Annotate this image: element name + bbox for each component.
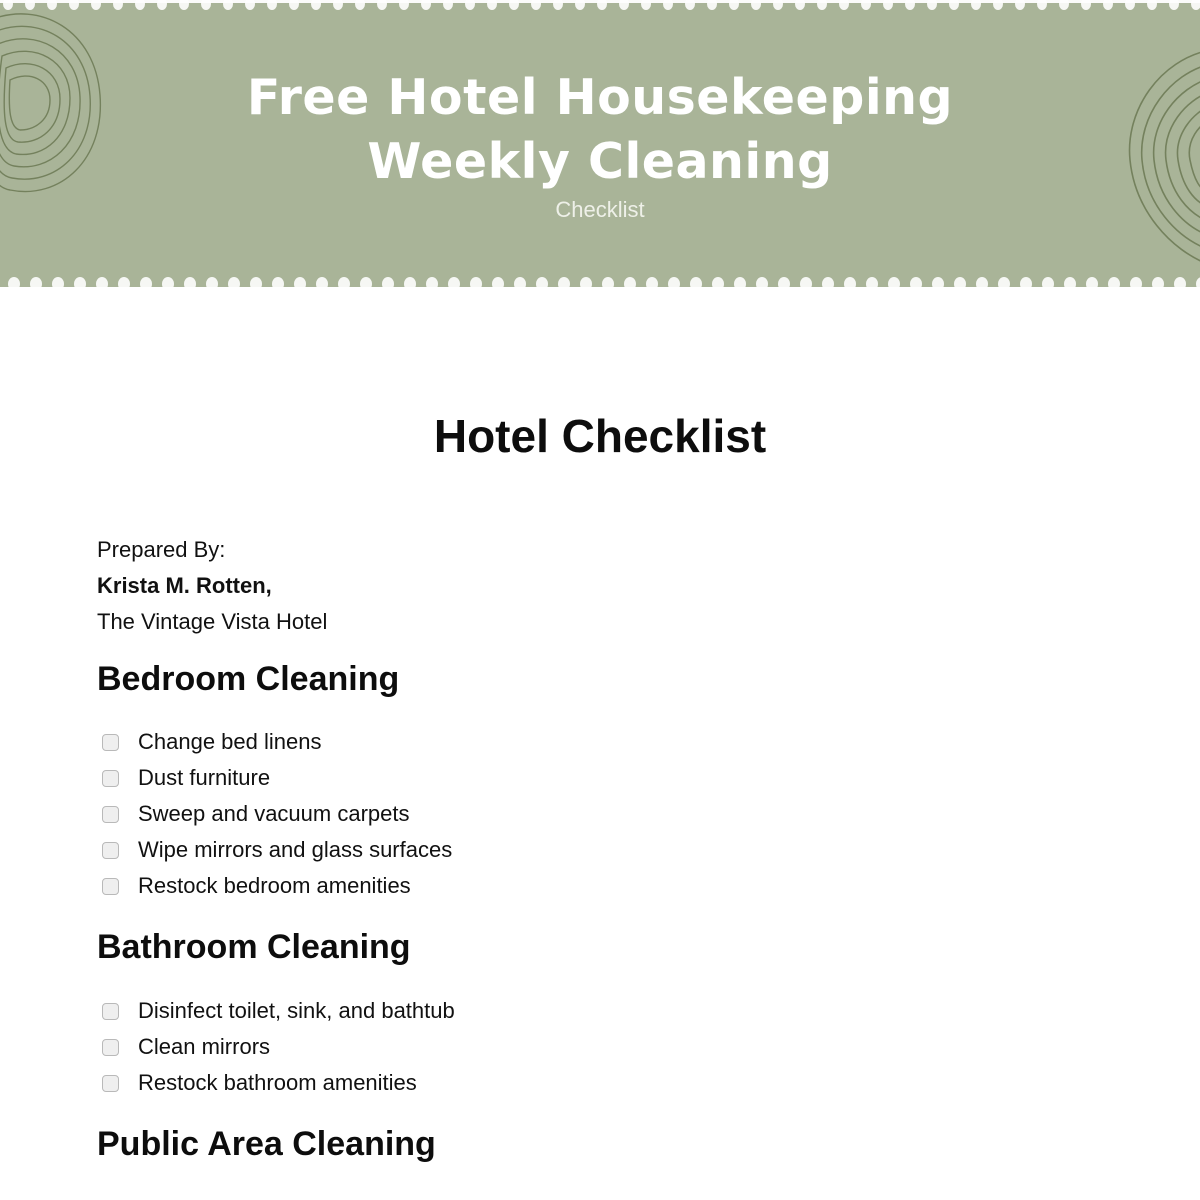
border-dot <box>399 0 409 10</box>
border-dot <box>1152 277 1164 291</box>
section-heading: Bathroom Cleaning <box>97 928 411 966</box>
preparer-name: Krista M. Rotten, <box>97 573 272 598</box>
banner-subtitle: Checklist <box>555 197 645 222</box>
border-dot <box>223 0 233 10</box>
border-dot <box>426 277 438 291</box>
border-dot <box>1191 0 1200 10</box>
border-dot <box>883 0 893 10</box>
section-bedroom-cleaning <box>97 659 452 904</box>
border-dot <box>355 0 365 10</box>
border-dot <box>91 0 101 10</box>
border-dot <box>756 277 768 291</box>
border-dot <box>646 277 658 291</box>
checklist-item <box>97 832 452 868</box>
border-dot <box>30 277 42 291</box>
checklist-item-label: Dust furniture <box>138 765 271 790</box>
border-dot <box>641 0 651 10</box>
border-dot <box>888 277 900 291</box>
border-dot <box>509 0 519 10</box>
border-dot <box>140 277 152 291</box>
banner-title-line-2: Weekly Cleaning <box>367 133 833 190</box>
border-dot <box>69 0 79 10</box>
banner-title <box>0 66 1200 194</box>
border-dot <box>3 0 13 10</box>
checkbox[interactable] <box>102 1075 119 1092</box>
banner-title-line-1: Free Hotel Housekeeping <box>246 69 954 126</box>
checklist-item-label: Disinfect toilet, sink, and bathtub <box>138 998 455 1023</box>
bottom-dotted-border <box>0 287 1200 292</box>
border-dot <box>1174 277 1186 291</box>
border-dot <box>514 277 526 291</box>
border-dot <box>597 0 607 10</box>
border-dot <box>1086 277 1098 291</box>
border-dot <box>1147 0 1157 10</box>
border-dot <box>1059 0 1069 10</box>
border-dot <box>976 277 988 291</box>
checklist-item-label: Wipe mirrors and glass surfaces <box>138 837 453 862</box>
border-dot <box>822 277 834 291</box>
border-dot <box>338 277 350 291</box>
border-dot <box>135 0 145 10</box>
border-dot <box>74 277 86 291</box>
hotel-name: The Vintage Vista Hotel <box>97 609 328 634</box>
border-dot <box>206 277 218 291</box>
border-dot <box>1020 277 1032 291</box>
checkbox[interactable] <box>102 734 119 751</box>
section-bathroom-cleaning <box>97 927 455 1101</box>
border-dot <box>866 277 878 291</box>
border-dot <box>421 0 431 10</box>
header-banner <box>0 0 1200 292</box>
border-dot <box>668 277 680 291</box>
border-dot <box>751 0 761 10</box>
checkbox[interactable] <box>102 1003 119 1020</box>
border-dot <box>201 0 211 10</box>
border-dot <box>558 277 570 291</box>
border-dot <box>536 277 548 291</box>
border-dot <box>162 277 174 291</box>
border-dot <box>531 0 541 10</box>
border-dot <box>1125 0 1135 10</box>
border-dot <box>184 277 196 291</box>
section-public-area-cleaning <box>97 1124 436 1164</box>
border-dot <box>245 0 255 10</box>
border-dot <box>663 0 673 10</box>
border-dot <box>602 277 614 291</box>
border-dot <box>795 0 805 10</box>
checklist-item-label: Restock bedroom amenities <box>138 873 411 898</box>
border-dot <box>492 277 504 291</box>
border-dot <box>443 0 453 10</box>
section-heading: Bedroom Cleaning <box>97 660 400 698</box>
border-dot <box>971 0 981 10</box>
border-dot <box>465 0 475 10</box>
border-dot <box>817 0 827 10</box>
border-dot <box>1042 277 1054 291</box>
border-dot <box>624 277 636 291</box>
checklist-item-label: Sweep and vacuum carpets <box>138 801 410 826</box>
border-dot <box>1108 277 1120 291</box>
border-dot <box>113 0 123 10</box>
border-dot <box>729 0 739 10</box>
checkbox[interactable] <box>102 842 119 859</box>
border-dot <box>47 0 57 10</box>
border-dot <box>118 277 130 291</box>
border-dot <box>954 277 966 291</box>
border-dot <box>575 0 585 10</box>
checklist <box>97 724 452 904</box>
border-dot <box>267 0 277 10</box>
checkbox[interactable] <box>102 770 119 787</box>
border-dot <box>311 0 321 10</box>
border-dot <box>1081 0 1091 10</box>
checkbox[interactable] <box>102 1039 119 1056</box>
border-dot <box>1064 277 1076 291</box>
border-dot <box>448 277 460 291</box>
border-dot <box>734 277 746 291</box>
border-dot <box>553 0 563 10</box>
border-dot <box>778 277 790 291</box>
border-dot <box>8 277 20 291</box>
checklist-item <box>97 724 452 760</box>
border-dot <box>228 277 240 291</box>
prepared-by-label: Prepared By: <box>97 537 226 562</box>
checklist-item-label: Change bed linens <box>138 729 322 754</box>
border-dot <box>1103 0 1113 10</box>
checkbox[interactable] <box>102 806 119 823</box>
checklist-item-label: Restock bathroom amenities <box>138 1070 417 1095</box>
border-dot <box>294 277 306 291</box>
border-dot <box>470 277 482 291</box>
border-dot <box>949 0 959 10</box>
border-dot <box>910 277 922 291</box>
border-dot <box>157 0 167 10</box>
border-dot <box>250 277 262 291</box>
border-dot <box>1037 0 1047 10</box>
checklist-item <box>97 796 452 832</box>
border-dot <box>377 0 387 10</box>
border-dot <box>179 0 189 10</box>
border-dot <box>707 0 717 10</box>
checklist-item <box>97 1029 455 1065</box>
checklist-item <box>97 1065 455 1101</box>
border-dot <box>773 0 783 10</box>
border-dot <box>927 0 937 10</box>
border-dot <box>580 277 592 291</box>
border-dot <box>316 277 328 291</box>
border-dot <box>844 277 856 291</box>
page-title: Hotel Checklist <box>433 410 767 462</box>
border-dot <box>685 0 695 10</box>
border-dot <box>800 277 812 291</box>
border-dot <box>861 0 871 10</box>
border-dot <box>360 277 372 291</box>
border-dot <box>905 0 915 10</box>
border-dot <box>289 0 299 10</box>
border-dot <box>382 277 394 291</box>
checklist-item-label: Clean mirrors <box>138 1034 271 1059</box>
border-dot <box>712 277 724 291</box>
border-dot <box>839 0 849 10</box>
border-dot <box>25 0 35 10</box>
border-dot <box>993 0 1003 10</box>
checklist-item <box>97 868 452 904</box>
border-dot <box>333 0 343 10</box>
section-heading: Public Area Cleaning <box>97 1125 436 1163</box>
border-dot <box>1130 277 1142 291</box>
border-dot <box>1169 0 1179 10</box>
border-dot <box>690 277 702 291</box>
checklist-item <box>97 760 452 796</box>
checklist-item <box>97 993 455 1029</box>
border-dot <box>932 277 944 291</box>
prepared-by-block <box>97 532 327 640</box>
border-dot <box>96 277 108 291</box>
border-dot <box>619 0 629 10</box>
border-dot <box>998 277 1010 291</box>
border-dot <box>1015 0 1025 10</box>
checkbox[interactable] <box>102 878 119 895</box>
border-dot <box>272 277 284 291</box>
border-dot <box>52 277 64 291</box>
border-dot <box>487 0 497 10</box>
checklist <box>97 993 455 1101</box>
border-dot <box>404 277 416 291</box>
